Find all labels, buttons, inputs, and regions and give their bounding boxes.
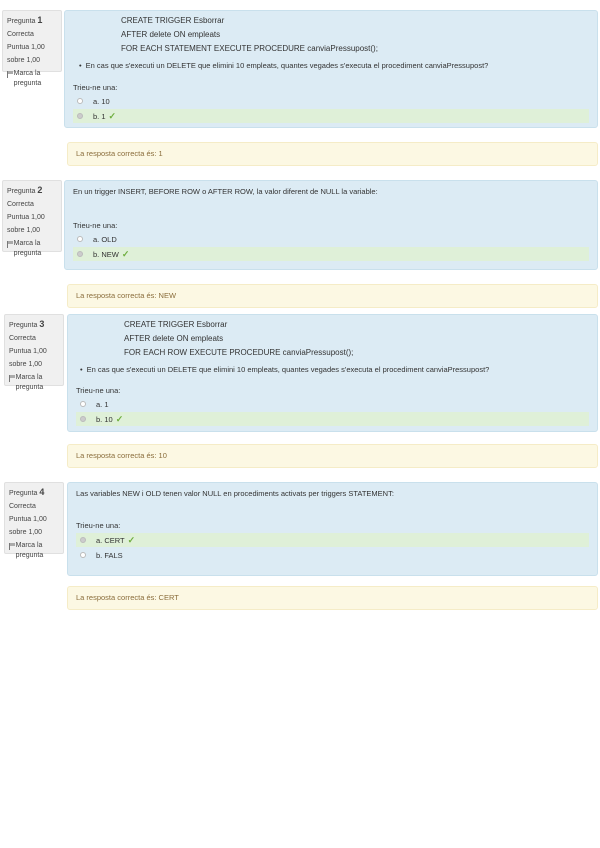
option-label: a. 1: [96, 399, 109, 409]
answer-option-a[interactable]: [76, 533, 589, 547]
flag-question-button[interactable]: [7, 69, 57, 89]
flag-icon: [9, 375, 14, 381]
answer-option-a[interactable]: [76, 397, 589, 411]
flag-icon: [7, 71, 12, 77]
question-text: Las variables NEW i OLD tenen valor NULL en procediments activats per triggers STATEMENT:: [76, 489, 394, 498]
flag-label: Marca la pregunta: [13, 70, 42, 87]
option-label: b. FALS: [96, 550, 123, 560]
flag-icon: [7, 241, 12, 247]
radio-button[interactable]: [80, 401, 86, 407]
check-icon: ✓: [121, 248, 130, 259]
choose-prompt: Trieu-ne una:: [73, 221, 118, 230]
radio-button[interactable]: [80, 537, 86, 543]
radio-button[interactable]: [77, 113, 83, 119]
option-label: b. 10: [96, 414, 113, 424]
code-line: AFTER delete ON empleats: [124, 334, 224, 343]
option-label: b. NEW: [93, 249, 119, 259]
radio-button[interactable]: [77, 98, 83, 104]
question-label: Pregunta: [7, 18, 36, 25]
correct-answer-feedback: La resposta correcta és: NEW: [67, 284, 598, 308]
code-line: CREATE TRIGGER Esborrar: [121, 16, 225, 25]
check-icon: ✓: [108, 110, 117, 121]
code-line: AFTER delete ON empleats: [121, 30, 221, 39]
correct-answer-feedback: La resposta correcta és: 1: [67, 142, 598, 166]
answer-option-b[interactable]: [73, 247, 589, 261]
question-status: Correcta: [7, 31, 34, 38]
check-icon: ✓: [115, 413, 124, 424]
question-content: [64, 10, 598, 128]
question-number: 1: [37, 15, 43, 25]
choose-prompt: Trieu-ne una:: [76, 386, 121, 395]
option-label: a. 10: [93, 96, 110, 106]
answer-option-b[interactable]: [76, 548, 589, 562]
question-status: Correcta: [7, 201, 34, 208]
flag-label: Marca la pregunta: [15, 542, 44, 559]
question-number: 4: [39, 487, 45, 497]
flag-question-button[interactable]: [7, 239, 57, 259]
question-number: 2: [37, 185, 43, 195]
question-content: [67, 314, 598, 432]
radio-button[interactable]: [80, 416, 86, 422]
code-line: CREATE TRIGGER Esborrar: [124, 320, 228, 329]
question-label: Pregunta: [9, 490, 38, 497]
question-info: [4, 482, 64, 559]
question-points: Puntua 1,00 sobre 1,00: [7, 214, 45, 234]
question-number: 3: [39, 319, 45, 329]
flag-question-button[interactable]: [9, 373, 59, 393]
question-label: Pregunta: [7, 188, 36, 195]
option-label: b. 1: [93, 111, 106, 121]
choose-prompt: Trieu-ne una:: [73, 83, 118, 92]
question-text: En cas que s'executi un DELETE que elimini 10 empleats, quantes vegades s'executa el procediment canviaPressupost?: [85, 61, 489, 70]
question-status: Correcta: [9, 335, 36, 342]
answer-option-b[interactable]: [76, 412, 589, 426]
question-points: Puntua 1,00 sobre 1,00: [9, 348, 47, 368]
bullet-icon: •: [79, 61, 82, 70]
question-points: Puntua 1,00 sobre 1,00: [7, 44, 45, 64]
question-status: Correcta: [9, 503, 36, 510]
option-label: a. CERT: [96, 535, 125, 545]
question-text: En un trigger INSERT, BEFORE ROW o AFTER ROW, la valor diferent de NULL la variable:: [73, 187, 378, 196]
flag-icon: [9, 543, 14, 549]
choose-prompt: Trieu-ne una:: [76, 521, 121, 530]
question-text: En cas que s'executi un DELETE que elimini 10 empleats, quantes vegades s'executa el procediment canviaPressupost?: [86, 365, 490, 374]
question-info: [4, 314, 64, 391]
answer-option-b[interactable]: [73, 109, 589, 123]
code-line: FOR EACH ROW EXECUTE PROCEDURE canviaPressupost();: [124, 348, 354, 357]
bullet-icon: •: [80, 365, 83, 374]
flag-question-button[interactable]: [9, 541, 59, 561]
radio-button[interactable]: [80, 552, 86, 558]
flag-label: Marca la pregunta: [13, 240, 42, 257]
answer-option-a[interactable]: [73, 232, 589, 246]
flag-label: Marca la pregunta: [15, 374, 44, 391]
check-icon: ✓: [127, 534, 136, 545]
question-content: [67, 482, 598, 576]
option-label: a. OLD: [93, 234, 117, 244]
question-info: [2, 10, 62, 87]
correct-answer-feedback: La resposta correcta és: CERT: [67, 586, 598, 610]
question-content: [64, 180, 598, 270]
code-block: [124, 318, 353, 360]
question-info: [2, 180, 62, 257]
radio-button[interactable]: [77, 236, 83, 242]
code-line: FOR EACH STATEMENT EXECUTE PROCEDURE canviaPressupost();: [121, 44, 378, 53]
correct-answer-feedback: La resposta correcta és: 10: [67, 444, 598, 468]
answer-option-a[interactable]: [73, 94, 589, 108]
question-label: Pregunta: [9, 322, 38, 329]
question-points: Puntua 1,00 sobre 1,00: [9, 516, 47, 536]
radio-button[interactable]: [77, 251, 83, 257]
code-block: [121, 14, 378, 56]
